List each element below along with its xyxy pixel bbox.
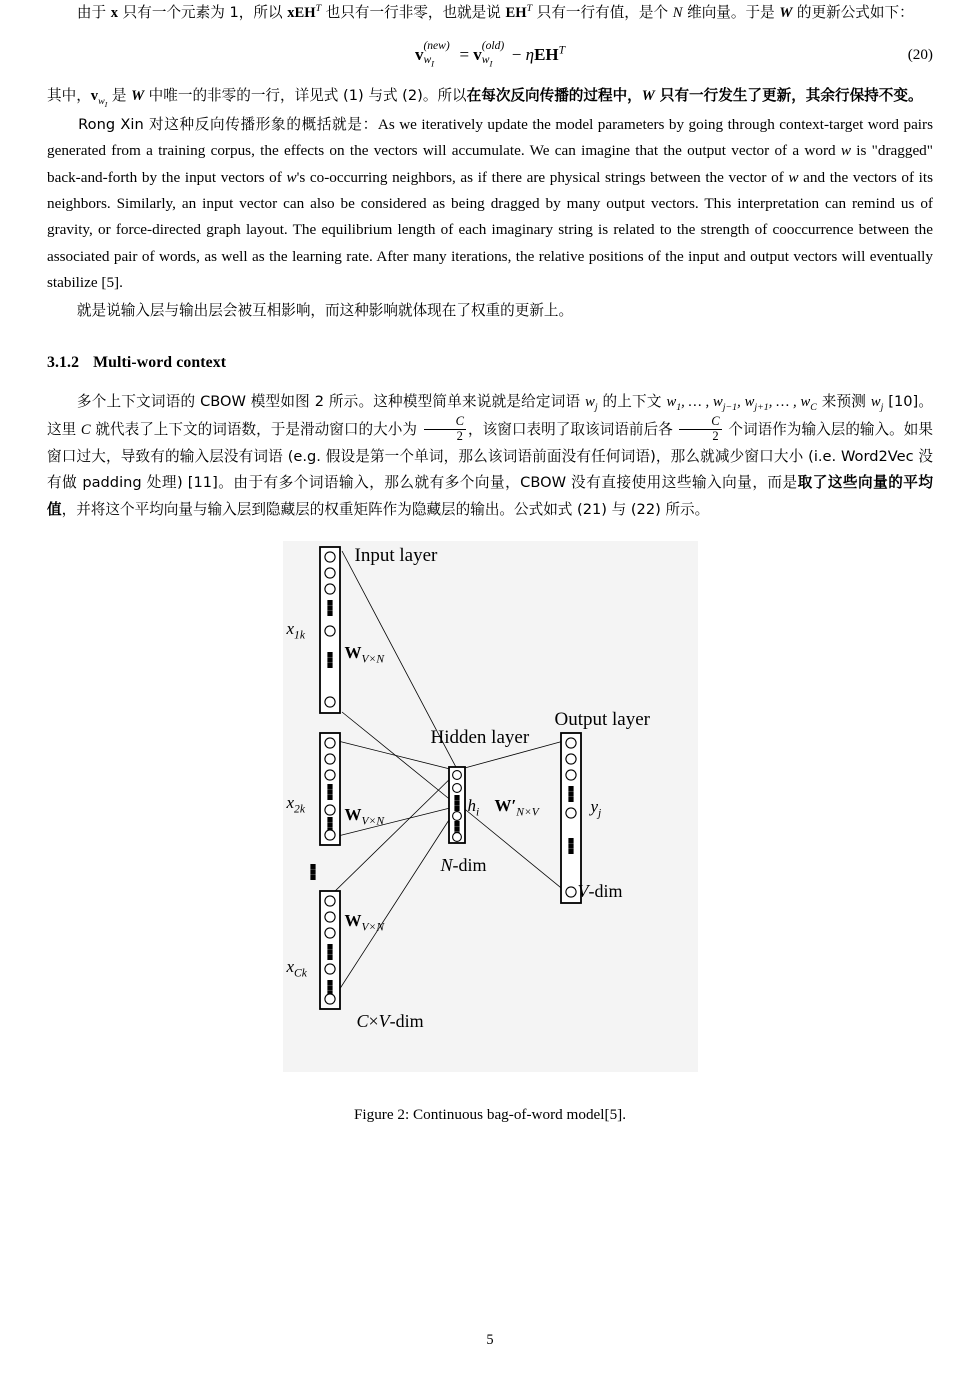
paragraph-3 <box>47 112 933 297</box>
hidden-layer-node <box>449 767 465 843</box>
label-w-vn-3-base: W <box>344 911 362 931</box>
figure-2-canvas <box>283 541 698 1072</box>
equation-20-row <box>47 35 933 75</box>
p1-math-N: N <box>672 5 683 21</box>
p1-seg4: 只有一行有值，是个 <box>532 4 673 21</box>
label-cv-dim-v: V <box>378 1011 390 1032</box>
p5-seg-c: 来预测 <box>816 393 871 411</box>
p1-seg1: 由于 <box>76 4 111 21</box>
paragraph-1 <box>47 0 933 26</box>
eq20-lhs-sub: $w_I$ <box>423 52 435 69</box>
label-w-vn-1-sub: V×N <box>361 652 385 666</box>
p5-math-wj2-sub: j <box>880 401 884 413</box>
p1-seg6: 的更新公式如下： <box>792 4 914 21</box>
label-yj <box>590 797 602 820</box>
section-heading-3-1-2 <box>47 354 933 372</box>
input-layer-node-c <box>320 891 340 1009</box>
section-number: 3.1.2 <box>47 354 80 372</box>
p2-math-v: v <box>90 88 99 105</box>
label-xck-base: x <box>286 957 295 977</box>
p5-seg-b: 的上下文 <box>597 393 667 411</box>
label-w-prime-sub: N×V <box>516 805 539 819</box>
p1-math-eh-sup: T <box>526 3 533 15</box>
p5-seg-e: 就代表了上下文的词语数，于是滑动窗口的大小为 <box>90 421 422 439</box>
label-x1k-base: x <box>286 619 295 639</box>
label-w-vn-1 <box>344 643 385 666</box>
eq20-minus: − <box>511 45 522 65</box>
label-cv-dim <box>357 1011 424 1032</box>
figure-2-caption: Figure 2: Continuous bag-of-word model[5]. <box>353 1106 627 1124</box>
p3-lead: Rong Xin 对这种反向传播形象的概括就是： <box>78 115 378 133</box>
label-v-dim-var: V <box>577 881 589 902</box>
p5-fraction-c-over-2-second <box>679 415 721 442</box>
label-w-vn-3 <box>344 911 385 934</box>
label-n-dim-rest: -dim <box>452 855 487 876</box>
eq20-equals: = <box>459 45 470 65</box>
p5-frac2-num: C <box>679 415 721 429</box>
paragraph-5 <box>47 389 933 523</box>
label-w-vn-2-base: W <box>344 805 362 825</box>
eq20-eh-sup: T <box>558 43 566 57</box>
label-x2k <box>286 793 305 816</box>
equation-20-body: v (new) $w_I$ = v (old) $w_I$ − ηEH$^T$ <box>414 38 566 69</box>
p3-en-2: is "dragged" back-and-forth by the input vectors of <box>47 142 933 186</box>
eq20-rhs-sub: $w_I$ <box>481 52 493 69</box>
paragraph-2 <box>47 83 933 109</box>
input-layers-ellipsis <box>310 864 315 880</box>
figure-2 <box>47 541 933 1124</box>
label-x1k <box>286 619 305 642</box>
p2-seg3: 中唯一的非零的一行，详见式 (1) 与式 (2)。所以 <box>144 87 467 105</box>
p5-math-C: C <box>80 422 91 439</box>
p2-bold-2: 只有一行发生了更新，其余行保持不变。 <box>654 87 923 105</box>
eq20-eh: EH <box>534 45 559 65</box>
p5-seg-g: 个词语作为输入层的输入。如果窗口过大，导致有的输入层没有词语 (e.g. 假设是第一个单词，那么该词语前面没有任何词语)，那么就减少窗口大小 (i.e. Word2Vec 没有做 padding 处理) [11]。由于有多个词语输入，那么就有多个向量，CBOW 没有直接使用这些输入向量，而是 <box>47 421 934 492</box>
label-hidden-layer: Hidden layer <box>430 727 530 749</box>
label-hi-sub: i <box>476 805 480 819</box>
p1-math-xeh: xEH <box>287 5 316 21</box>
label-x2k-base: x <box>286 793 295 813</box>
label-w-vn-3-sub: V×N <box>361 920 385 934</box>
label-x2k-sub: 2k <box>294 802 305 816</box>
p3-math-w1: w <box>840 142 851 160</box>
p5-fraction-c-over-2-first <box>424 415 466 442</box>
label-hi-base: h <box>467 796 476 816</box>
p5-seg-a: 多个上下文词语的 CBOW 模型如图 2 所示。这种模型简单来说就是给定词语 <box>76 393 586 411</box>
p2-math-v-sub: wI <box>98 96 108 110</box>
p5-seg-d: [10]。这里 <box>47 393 934 439</box>
p3-en-3: 's co-occurring neighbors, as if there are physical strings between the vector of <box>296 168 789 186</box>
p5-math-wj: w <box>585 394 595 411</box>
output-layer-node <box>561 733 581 903</box>
eq20-eta: η <box>525 45 535 65</box>
label-cv-dim-rest: -dim <box>389 1011 424 1032</box>
p3-en-4: and the vectors of its neighbors. Similarly, an input vector can also be considered as being dragged by many output vectors. This interpretation can remind us of gravity, or force-directed graph layout. The equilibrium length of each imaginary string is related to the strength of cooccurrence between the associated pair of words, as well as the learning rate. After many iterations, the relative positions of the input and output vectors will eventually stabilize [5]. <box>47 168 933 292</box>
label-w-vn-2 <box>344 805 385 828</box>
label-v-dim-rest: -dim <box>588 881 623 902</box>
paragraph-4: 就是说输入层与输出层会被互相影响，而这种影响就体现在了权重的更新上。 <box>76 301 574 319</box>
p2-bold-1: 在每次反向传播的过程中， <box>466 87 642 105</box>
p1-math-eh: EH <box>505 5 527 21</box>
p5-seg-h: ，并将这个平均向量与输入层到隐藏层的权重矩阵作为隐藏层的输出。公式如式 (21) 与 (22) 所示。 <box>61 500 710 518</box>
p2-bold-W: W <box>641 88 655 105</box>
input-layer-node-2 <box>320 733 340 845</box>
p1-math-W: W <box>779 5 793 21</box>
p1-math-xeh-sup: T <box>315 3 322 15</box>
label-xck-sub: Ck <box>294 966 307 980</box>
label-w-prime-base: W′ <box>494 796 517 816</box>
p2-math-W: W <box>131 88 145 105</box>
section-title: Multi-word context <box>93 354 227 372</box>
label-input-layer: Input layer <box>354 545 438 567</box>
label-w-vn-1-base: W <box>344 643 362 663</box>
label-cv-dim-c: C <box>356 1011 369 1032</box>
p5-frac2-den: 2 <box>712 428 719 443</box>
p5-bold-phrase: 取了这些向量的平均值 <box>47 474 933 518</box>
label-w-vn-2-sub: V×N <box>361 814 385 828</box>
p3-en-1: As we iteratively update the model parameters by going through context-target word pairs generated from a training corpus, the effects on the vectors will accumulate. We can imagine that the output vector of a word <box>47 115 933 160</box>
page-number: 5 <box>486 1332 494 1348</box>
label-n-dim-var: N <box>440 855 453 876</box>
p2-seg1: 其中， <box>47 87 91 105</box>
p3-math-w3: w <box>788 168 799 186</box>
label-n-dim <box>441 855 487 876</box>
p1-seg2: 只有一个元素为 1，所以 <box>118 4 288 21</box>
eq20-lhs-base: v <box>414 45 424 65</box>
p5-frac1-num: C <box>424 415 466 429</box>
p1-math-x: x <box>110 5 119 21</box>
label-xck <box>286 957 307 980</box>
p1-seg5: 维向量。于是 <box>682 4 780 21</box>
p5-math-context-list: $w_1$, … , $w_{j-1}$, $w_{j+1}$, … , $w_C$ <box>666 394 817 413</box>
p5-math-wj-sub: j <box>594 401 598 413</box>
label-yj-sub: j <box>598 806 602 820</box>
p5-math-wj2: w <box>870 394 881 411</box>
label-w-prime <box>494 796 539 819</box>
label-yj-base: y <box>590 797 599 817</box>
equation-20-number: (20) <box>907 46 933 64</box>
p1-seg3: 也只有一行非零，也就是说 <box>321 4 506 21</box>
eq20-rhs-base: v <box>473 45 482 65</box>
label-output-layer: Output layer <box>554 709 651 731</box>
p5-frac1-den: 2 <box>456 428 463 443</box>
label-x1k-sub: 1k <box>294 628 305 642</box>
label-hi <box>467 796 480 819</box>
input-layer-node-1 <box>320 547 340 713</box>
label-v-dim <box>578 881 623 902</box>
p5-seg-f: ，该窗口表明了取该词语前后各 <box>467 421 678 439</box>
p2-seg2: 是 <box>107 87 132 105</box>
label-cv-dim-times: × <box>368 1011 379 1032</box>
p3-math-w2: w <box>286 168 297 186</box>
